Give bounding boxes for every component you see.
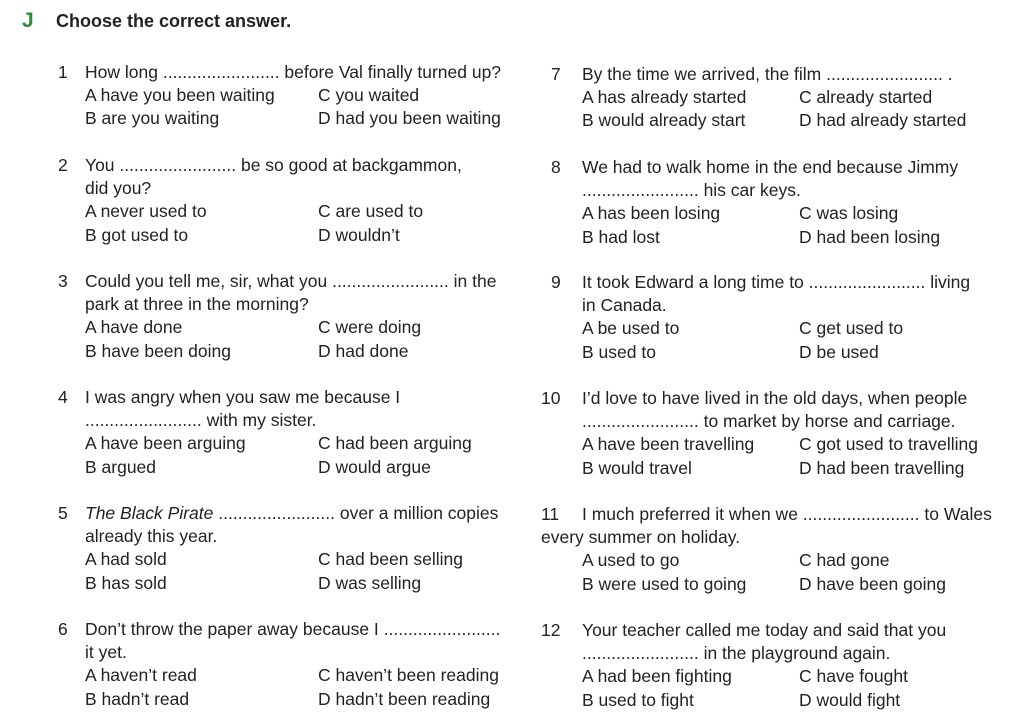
question-text: How long <box>85 62 158 82</box>
question-12 <box>541 619 1011 712</box>
answer-blank: ........................ <box>85 410 202 431</box>
section-letter: J <box>22 9 34 32</box>
question-text: It took Edward a long time to <box>582 272 804 292</box>
question-number: 11 <box>541 504 560 524</box>
option-d[interactable]: D be used <box>799 341 879 362</box>
answer-blank: ........................ <box>332 271 449 291</box>
question-text: living <box>930 272 971 292</box>
option-a[interactable]: A used to go <box>582 550 680 571</box>
question-text: . <box>947 64 953 84</box>
option-c[interactable]: C already started <box>799 87 933 108</box>
option-d[interactable]: D had you been waiting <box>318 108 501 129</box>
option-b[interactable]: B used to <box>582 341 656 362</box>
option-b[interactable]: B used to fight <box>582 689 694 710</box>
question-text: before Val finally turned up? <box>284 62 502 82</box>
option-d[interactable]: D have been going <box>799 573 946 594</box>
question-text-continued: every summer on holiday. <box>541 527 741 548</box>
question-text-continued: already this year. <box>85 526 218 547</box>
option-c[interactable]: C haven’t been reading <box>318 665 499 686</box>
option-a[interactable]: A had sold <box>85 549 167 570</box>
option-b[interactable]: B got used to <box>85 224 189 245</box>
answer-blank: ........................ <box>383 619 501 639</box>
question-5 <box>58 502 528 595</box>
answer-blank: ........................ <box>162 62 280 82</box>
option-c[interactable]: C got used to travelling <box>799 434 978 455</box>
option-a[interactable]: A haven’t read <box>85 665 197 686</box>
option-a[interactable]: A be used to <box>582 318 680 339</box>
question-number: 6 <box>58 619 68 639</box>
option-d[interactable]: D had been travelling <box>799 457 965 478</box>
instruction-heading: Choose the correct answer. <box>56 11 292 31</box>
option-c[interactable]: C get used to <box>799 318 904 339</box>
question-number: 5 <box>58 503 68 523</box>
question-number: 10 <box>541 388 561 408</box>
option-b[interactable]: B have been doing <box>85 340 231 361</box>
question-text: with my sister. <box>206 410 317 431</box>
option-d[interactable]: D was selling <box>318 572 422 593</box>
option-c[interactable]: C had been arguing <box>318 433 472 454</box>
question-text: in the playground again. <box>703 643 891 664</box>
question-1 <box>58 61 528 131</box>
option-d[interactable]: D wouldn’t <box>318 224 400 245</box>
question-number: 4 <box>58 387 68 407</box>
question-7 <box>551 63 1011 133</box>
question-text: Don’t throw the paper away because I <box>85 619 379 639</box>
question-text: Could you tell me, sir, what you <box>85 271 328 291</box>
answer-blank: ........................ <box>119 155 237 175</box>
option-c[interactable]: C had been selling <box>318 549 463 570</box>
question-text: Your teacher called me today and said that you <box>582 620 947 640</box>
option-a[interactable]: A has already started <box>582 87 747 108</box>
question-number: 1 <box>58 62 68 82</box>
answer-blank: ........................ <box>802 504 920 524</box>
question-4 <box>58 386 528 479</box>
answer-blank: ........................ <box>582 180 699 201</box>
option-c[interactable]: C are used to <box>318 201 424 222</box>
option-d[interactable]: D had been losing <box>799 226 941 247</box>
option-c[interactable]: C was losing <box>799 203 899 224</box>
option-b[interactable]: B had lost <box>582 226 660 247</box>
question-text: to market by horse and carriage. <box>703 411 956 432</box>
question-text: to Wales <box>924 504 992 524</box>
option-b[interactable]: B were used to going <box>582 573 747 594</box>
question-text: I was angry when you saw me because I <box>85 387 401 407</box>
question-number: 8 <box>551 157 561 177</box>
question-text: We had to walk home in the end because Jimmy <box>582 157 959 177</box>
option-a[interactable]: A have you been waiting <box>85 85 275 106</box>
option-d[interactable]: D would argue <box>318 456 431 477</box>
question-text: By the time we arrived, the film <box>582 64 822 84</box>
option-d[interactable]: D hadn’t been reading <box>318 688 491 709</box>
question-number: 9 <box>551 272 561 292</box>
answer-blank: ........................ <box>826 64 943 84</box>
option-a[interactable]: A have been arguing <box>85 433 246 454</box>
option-b[interactable]: B would already start <box>582 110 746 131</box>
option-d[interactable]: D had already started <box>799 110 967 131</box>
question-text-continued: did you? <box>85 178 152 199</box>
question-text: over a million copies <box>339 503 499 523</box>
option-c[interactable]: C were doing <box>318 317 422 338</box>
book-title: The Black Pirate <box>85 503 214 523</box>
option-b[interactable]: B argued <box>85 456 157 477</box>
question-text: You <box>85 155 115 175</box>
option-b[interactable]: B has sold <box>85 572 167 593</box>
option-c[interactable]: C have fought <box>799 666 908 687</box>
option-b[interactable]: B are you waiting <box>85 108 220 129</box>
question-text-continued: park at three in the morning? <box>85 294 309 315</box>
option-c[interactable]: C you waited <box>318 85 420 106</box>
question-number: 2 <box>58 155 68 175</box>
option-d[interactable]: D would fight <box>799 689 901 710</box>
option-a[interactable]: A has been losing <box>582 203 721 224</box>
answer-blank: ........................ <box>808 272 926 292</box>
question-2 <box>58 154 528 247</box>
option-d[interactable]: D had done <box>318 340 409 361</box>
question-text: I’d love to have lived in the old days, when people <box>582 388 968 408</box>
option-a[interactable]: A never used to <box>85 201 207 222</box>
question-text: I much preferred it when we <box>582 504 798 524</box>
question-text-continued: in Canada. <box>582 295 667 316</box>
question-3 <box>58 270 528 363</box>
question-11 <box>541 503 1011 596</box>
question-6 <box>58 618 528 711</box>
question-text-continued: it yet. <box>85 642 127 663</box>
option-b[interactable]: B would travel <box>582 457 692 478</box>
option-c[interactable]: C had gone <box>799 550 890 571</box>
question-number: 7 <box>551 64 561 84</box>
option-a[interactable]: A have done <box>85 317 183 338</box>
answer-blank: ........................ <box>218 503 335 523</box>
question-number: 3 <box>58 271 68 291</box>
question-text: in the <box>453 271 497 291</box>
option-a[interactable]: A have been travelling <box>582 434 755 455</box>
question-text: be so good at backgammon, <box>240 155 462 175</box>
question-number: 12 <box>541 620 561 640</box>
answer-blank: ........................ <box>582 643 699 664</box>
answer-blank: ........................ <box>582 411 699 432</box>
option-a[interactable]: A had been fighting <box>582 666 732 687</box>
option-b[interactable]: B hadn’t read <box>85 688 190 709</box>
question-text: his car keys. <box>703 180 801 201</box>
question-10 <box>541 387 1011 480</box>
question-8 <box>551 156 1011 249</box>
question-9 <box>551 271 1011 364</box>
